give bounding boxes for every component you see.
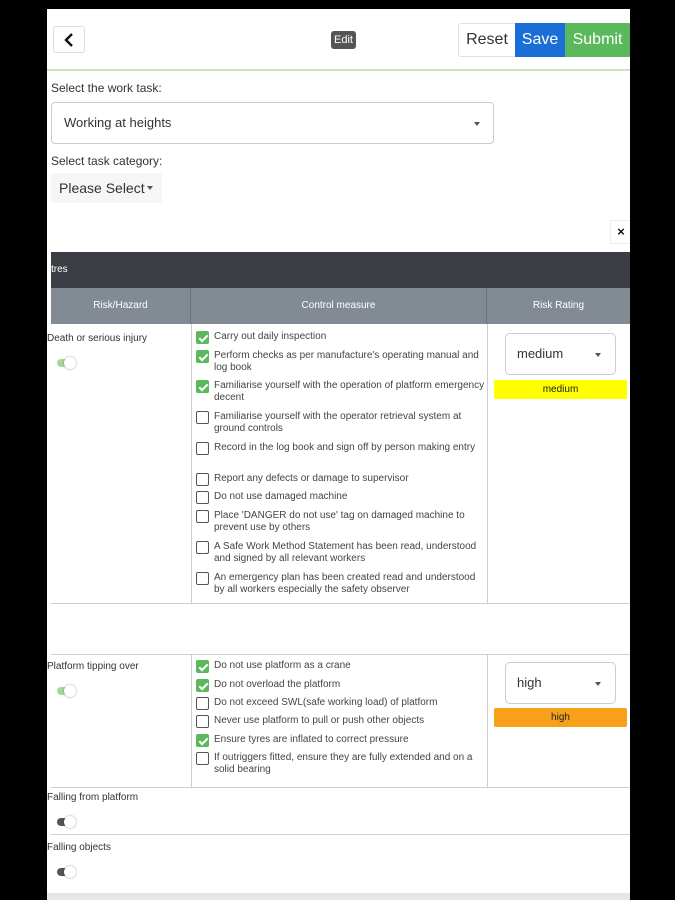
control-text: A Safe Work Method Statement has been read, understood and signed by all relevant workers [214, 541, 477, 564]
section-header [51, 252, 630, 288]
control-text: Ensure tyres are inflated to correct pressure [214, 734, 409, 745]
control-text: Place 'DANGER do not use' tag on damaged machine to prevent use by others [214, 510, 465, 533]
control-text: Carry out daily inspection [214, 331, 327, 342]
control-text: If outriggers fitted, ensure they are fully extended and on a solid bearing [214, 752, 473, 775]
control-text: Report any defects or damage to supervisor [214, 473, 409, 484]
task-category-dropdown[interactable] [51, 173, 162, 203]
column-header-risk: Risk/Hazard [51, 288, 191, 324]
control-item[interactable] [196, 350, 486, 374]
control-item[interactable] [196, 411, 486, 435]
table-divider [51, 603, 630, 604]
checkbox[interactable] [196, 331, 209, 344]
checkbox[interactable] [196, 411, 209, 424]
hazard-label: Falling from platform [47, 792, 139, 803]
table-divider [487, 654, 488, 787]
reset-button[interactable]: Reset [458, 23, 515, 57]
task-label: Select the work task: [51, 81, 162, 95]
category-label: Select task category: [51, 154, 163, 168]
chevron-left-icon [63, 33, 75, 47]
column-header-rating: Risk Rating [532, 300, 585, 311]
control-text: Familiarise yourself with the operation of platform emergency decent [214, 380, 485, 403]
control-item[interactable] [196, 541, 486, 565]
hazard-label: Platform tipping over [47, 661, 139, 672]
save-button[interactable]: Save [515, 23, 565, 57]
control-item[interactable] [196, 697, 486, 710]
hazard-label: Falling objects [47, 842, 111, 853]
checkbox[interactable] [196, 541, 209, 554]
checkbox[interactable] [196, 380, 209, 393]
checkbox[interactable] [196, 350, 209, 363]
checkbox[interactable] [196, 442, 209, 455]
work-task-value: Working at heights [64, 115, 172, 130]
risk-rating-value: medium [517, 346, 564, 361]
risk-rating-select[interactable] [505, 333, 616, 375]
hazard-toggle[interactable] [57, 818, 75, 826]
caret-down-icon [147, 186, 153, 190]
checkbox[interactable] [196, 679, 209, 692]
control-item[interactable] [196, 510, 486, 534]
control-item[interactable] [196, 380, 486, 404]
close-button[interactable] [610, 220, 630, 244]
checkbox[interactable] [196, 572, 209, 585]
edit-badge: Edit [331, 31, 356, 49]
submit-button[interactable]: Submit [565, 23, 630, 57]
table-divider [51, 654, 630, 655]
table-divider [191, 654, 192, 787]
control-item[interactable] [196, 660, 486, 673]
control-text: Record in the log book and sign off by person making entry [214, 442, 476, 453]
task-category-value: Please Select [59, 180, 145, 196]
table-divider [51, 787, 630, 788]
risk-rating-badge: high [494, 708, 627, 727]
control-text: Do not exceed SWL(safe working load) of platform [214, 697, 438, 708]
work-task-select[interactable] [51, 102, 494, 144]
checkbox[interactable] [196, 510, 209, 523]
table-divider [191, 324, 192, 603]
control-text: Do not overload the platform [214, 679, 341, 690]
control-item[interactable] [196, 679, 486, 692]
column-header-control: Control measure [191, 288, 487, 324]
back-button[interactable] [53, 26, 85, 53]
checkbox[interactable] [196, 734, 209, 747]
control-item[interactable] [196, 331, 486, 344]
checkbox[interactable] [196, 752, 209, 765]
risk-rating-select[interactable] [505, 662, 616, 704]
caret-down-icon [474, 122, 480, 126]
control-item[interactable] [196, 473, 486, 486]
checkbox[interactable] [196, 660, 209, 673]
risk-rating-value: high [517, 675, 542, 690]
table-header [51, 288, 630, 324]
checkbox[interactable] [196, 715, 209, 728]
checkbox[interactable] [196, 473, 209, 486]
control-item[interactable] [196, 442, 486, 455]
control-text: Perform checks as per manufacture's operating manual and log book [214, 350, 479, 373]
hazard-toggle[interactable] [57, 868, 75, 876]
control-text: Never use platform to pull or push other objects [214, 715, 425, 726]
caret-down-icon [595, 353, 601, 357]
control-item[interactable] [196, 491, 486, 504]
bottom-scroll-area [47, 893, 630, 900]
control-text: Familiarise yourself with the operator retrieval system at ground controls [214, 411, 462, 434]
section-title: tres [51, 264, 68, 275]
control-item[interactable] [196, 715, 486, 728]
hazard-label: Death or serious injury [47, 333, 148, 344]
app-screen [47, 9, 630, 900]
table-divider [487, 324, 488, 603]
control-text: Do not use platform as a crane [214, 660, 351, 671]
control-item[interactable] [196, 572, 486, 596]
hazard-toggle[interactable] [57, 687, 75, 695]
control-text: Do not use damaged machine [214, 491, 348, 502]
checkbox[interactable] [196, 491, 209, 504]
table-divider [51, 834, 630, 835]
close-icon: × [617, 224, 625, 239]
risk-rating-badge: medium [494, 380, 627, 399]
hazard-toggle[interactable] [57, 359, 75, 367]
control-text: An emergency plan has been created read and understood by all workers especially the safety observer [214, 572, 476, 595]
caret-down-icon [595, 682, 601, 686]
top-toolbar [47, 9, 630, 71]
checkbox[interactable] [196, 697, 209, 710]
control-item[interactable] [196, 752, 486, 776]
control-item[interactable] [196, 734, 486, 747]
